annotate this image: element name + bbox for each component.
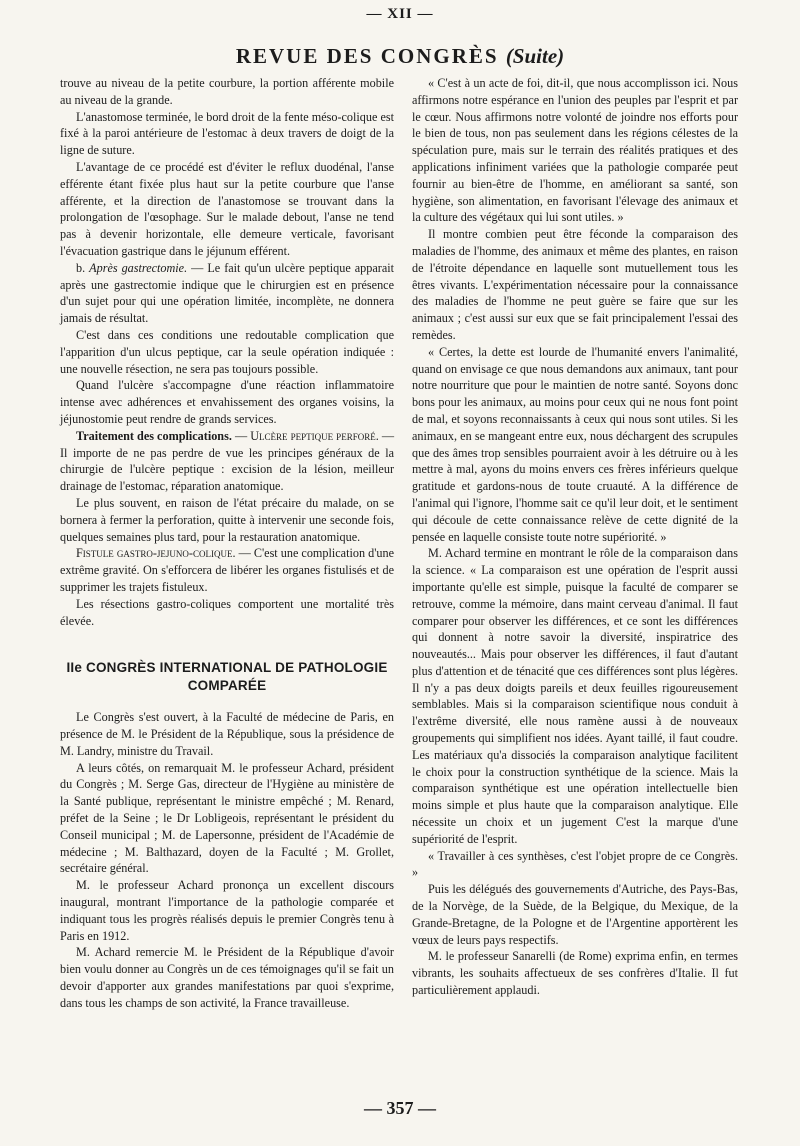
paragraph: Puis les délégués des gouvernements d'Autriche, des Pays-Bas, de la Norvège, de la Suède, de la Belgique, du Mexique, de la Grande-Bretagne, de la Pologne et de l'Argentine apportèrent les vœux de leurs pays respectifs. [412,882,738,947]
roman-page-number: — XII — [366,6,434,22]
separator: — [231,428,251,443]
paragraph: L'anastomose terminée, le bord droit de la fente méso-colique est fixé à la paroi antérieure de l'estomac à deux travers de doigt de la ligne de suture. [60,109,394,158]
paragraph: Le Congrès s'est ouvert, à la Faculté de médecine de Paris, en présence de M. le Président de la République, sous la présidence de M. Landry, ministre du Travail. [60,710,394,758]
paragraph [60,260,394,327]
paragraph: Quand l'ulcère s'accompagne d'une réaction inflammatoire intense avec adhérences et envahissement des organes voisins, la jéjunostomie peut rendre de grands services. [60,378,394,426]
paragraph-lead: b. [76,260,90,275]
running-head [0,44,800,69]
right-column [412,75,738,999]
paragraph: Le plus souvent, en raison de l'état précaire du malade, on se bornera à fermer la perforation, quitte à intervenir une seconde fois, quelques semaines plus tard, pour la restauration anatomique. [60,495,394,544]
paragraph: L'avantage de ce procédé est d'éviter le reflux duodénal, l'anse efférente étant fixée plus haut sur la petite courbure que l'anse afférente, et la direction de l'anastomose se trouvant dans la prolongation de l'œsophage. Sur le malade debout, l'anse ne tend pas à devenir horizontale, elle demeure verticale, favorisant l'évacuation gastrique dans le jéjunum efférent. [60,159,394,258]
section-title [60,659,394,695]
page-number: — 357 — [364,1098,436,1118]
paragraph: M. Achard termine en montrant le rôle de la comparaison dans la science. « La comparaison est une opération de l'esprit aussi importante qu'elle est simple, puisque la faculté de comparer se retrouve, comme la mémoire, dans maint cerveau d'animal. Il faut comparer pour observer les différences, et ce sont les différences qui donnent à notre savoir la diversité, inspiratrice des nouveautés... Mais pour observer les différences, il faut d'autant plus d'attention et de ténacité que ces différences sont plus légères. Il n'y a pas deux doigts pareils et deux feuilles rigoureusement semblables. Mais si la comparaison scientifique nous conduit à l'extrême diversité, elle nous ramène aussi à de nouveaux groupements qui simplifient nos idées. Ayant taillé, il faut coudre. Les matériaux qu'a dissociés la comparaison analytique facilitent le choix pour la construction synthétique de la science. Mais la comparaison synthétique est une opération intellectuelle bien moins simple et plus haute que la comparaison analytique. Elle nécessite un choix et un jugement C'est la marque d'une supériorité de l'esprit. [412,546,738,846]
paragraph-text: — C'est une complication d'une extrême gravité. On s'efforcera de libérer les organes fistulisés et de supprimer les trajets fistuleux. [60,546,395,594]
paragraph: A leurs côtés, on remarquait M. le professeur Achard, président du Congrès ; M. Serge Gas, directeur de l'Hygiène au ministère de la Santé publique, représentant le ministre empêché ; M. Renard, préfet de la Seine ; le Dr Lobligeois, représentant le président du Conseil municipal ; M. de Lapersonne, président de l'Académie de médecine ; M. Balthazard, doyen de la Faculté ; M. Grollet, secrétaire général. [60,760,394,876]
paragraph: M. le professeur Achard prononça un excellent discours inaugural, montrant l'importance de la pathologie comparée et indiquant tous les progrès réalisés depuis le premier Congrès tenu à Paris en 1912. [60,878,394,943]
subheading-bold: Traitement des complications. [76,428,232,443]
paragraph [60,428,394,495]
paragraph: Il montre combien peut être féconde la comparaison des maladies de l'homme, des animaux et même des plantes, en raison de l'étroite dépendance en laquelle sont mutuellement tous les êtres vivants. L'expérimentation nécessaire pour la connaissance des maladies de l'homme ne peut guère se faire que sur les animaux ; c'est aussi sur eux que se fait principalement l'essai des remèdes. [412,227,738,342]
paragraph: M. Achard remercie M. le Président de la République d'avoir bien voulu donner au Congrès un de ces témoignages qu'il se fait un devoir d'apporter aux grandes manifestations par quoi s'exprime, dans tous les champs de son activité, la France travailleuse. [60,945,394,1010]
left-column [60,75,394,1012]
paragraph: « Certes, la dette est lourde de l'humanité envers l'animalité, quand on envisage ce que nous demandons aux animaux, tant pour notre nourriture que pour le maintien de notre santé. Soyons donc bons pour les animaux, au moins pour ceux qui ne nous font point de mal, et soyons reconnaissants à ceux qui nous sont utiles. Si les animaux, en se mangeant entre eux, nous déchargent des scrupules que des âmes trop sensibles pourraient avoir à les détruire ou à les mettre à mal, ayons du moins envers ces frères inférieurs quelque gratitude et gardons-nous de toute cruauté. A la différence de l'animal qui l'ignore, l'homme sait ce qu'il leur doit, et le sentiment qui découle de cette connaissance relève de cette dignité de la pensée en laquelle consiste toute notre supériorité. » [412,344,738,544]
paragraph: C'est dans ces conditions une redoutable complication que l'apparition d'un ulcus peptique, car la seule opération indiquée : une nouvelle résection, ne sera pas toujours possible. [60,327,394,376]
paragraph: « Travailler à ces synthèses, c'est l'objet propre de ce Congrès. » [412,848,738,880]
subheading-smallcaps: Fistule gastro-jejuno-colique. [76,546,236,561]
paragraph: M. le professeur Sanarelli (de Rome) exprima enfin, en termes vibrants, les souhaits affectueux de ses confrères d'Italie. Il fut particulièrement applaudi. [412,949,738,998]
running-head-title: REVUE DES CONGRÈS [235,44,499,68]
running-head-suite: (Suite) [505,44,565,68]
paragraph [60,545,394,595]
paragraph: Les résections gastro-coliques comportent une mortalité très élevée. [60,596,394,628]
section-title-line: COMPARÉE [187,678,267,694]
paragraph: « C'est à un acte de foi, dit-il, que nous accomplisson ici. Nous affirmons notre espérance en l'union des peuples par l'esprit et par le cœur. Nous affirmons notre volonté de joindre nos efforts pour le bien de tous, non pas seulement dans les régions célestes de la spéculation pure, mais sur le terrain des réalités pratiques et des applications infiniment variées que la pathologie comparée peut fournir au bien-être de l'homme, en améliorant sa santé, son hygiène, son alimentation, en favorisant l'élevage des animaux et la culture des végétaux qui lui sont utiles. » [412,76,738,225]
subheading-smallcaps: Ulcère peptique perforé. [250,428,379,443]
paragraph: trouve au niveau de la petite courbure, la portion afférente mobile au niveau de la grande. [60,76,394,107]
paragraph-text: — Il importe de ne pas perdre de vue les principes généraux de la chirurgie de l'ulcère peptique : excision de la lésion, meilleur drainage de l'estomac, réparation anatomique. [60,428,395,494]
subheading-italic: Après gastrectomie. [89,260,188,275]
section-title-line: IIe CONGRÈS INTERNATIONAL DE PATHOLOGIE [66,660,388,676]
paragraph-text: — Le fait qu'un ulcère peptique apparait après une gastrectomie indique que le chirurgien est en présence d'un sujet pour qui une opération limitée, incomplète, ne donnera jamais de résultat. [60,260,395,326]
